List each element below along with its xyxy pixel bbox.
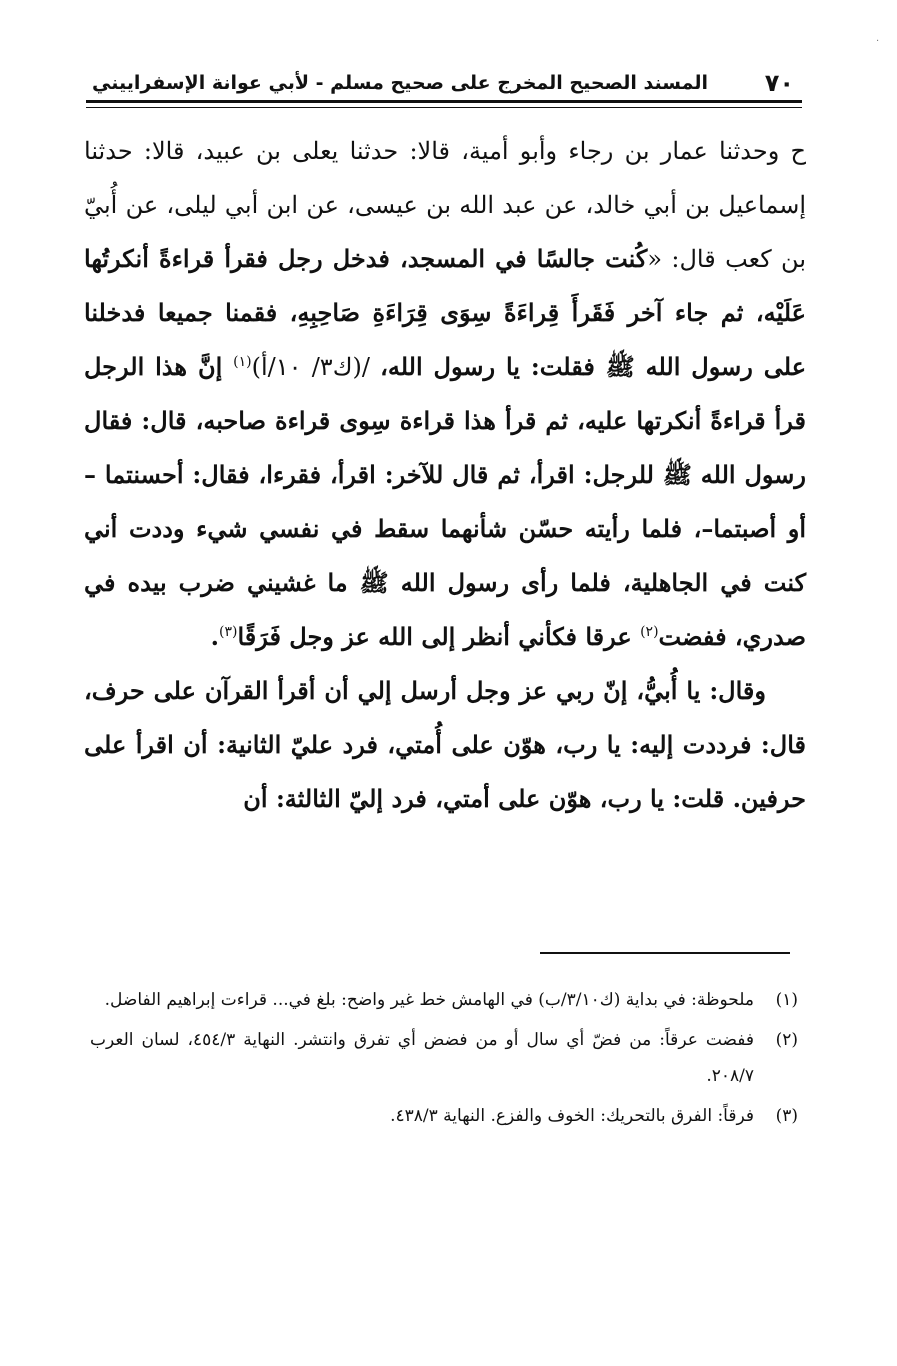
footnote-number: (١) <box>775 990 798 1010</box>
footnote-text: ففضت عرقاً: من فضّ أي سال أو من فضض أي تفرق وانتشر. النهاية ٤٥٤/٣، لسان العرب ٢٠٨/٧. <box>90 1030 754 1086</box>
footnote-separator <box>540 952 790 954</box>
footnotes <box>90 982 798 1138</box>
running-title: المسند الصحيح المخرج على صحيح مسلم - لأبي عوانة الإسفراييني <box>92 72 708 94</box>
hadith-text-part-1: كُنت جالسًا في المسجد، فدخل رجل فقرأ قراءةً أنكرتُها عَلَيْه، ثم جاء آخر فَقَرأَ قِراءَةً سِوَى قِرَاءَةِ صَاحِبِهِ، فقمنا جميعا فدخلنا على رسول الله ﷺ فقلت: يا رسول الله، <box>84 244 807 381</box>
isnad-chain: ح وحدثنا عمار بن رجاء وأبو أمية، قالا: حدثنا يعلى بن عبيد، قالا: حدثنا إسماعيل بن أبي خالد، عن عبد الله بن عيسى، عن ابن أبي ليلى، عن أُبيّ بن كعب قال: « <box>84 137 807 273</box>
hadith-text-part-2: إنَّ هذا الرجل قرأ قراءةً أنكرتها عليه، ثم قرأ هذا قراءة سِوى قراءة صاحبه، قال: فقال رسول الله ﷺ للرجل: اقرأ، ثم قال للآخر: اقرأ، فقرءا، فقال: أحسنتما –أو أصبتما–، فلما رأيته حسّن شأنهما سقط في نفسي شيء وددت أني كنت في الجاهلية، فلما رأى رسول الله ﷺ ما غشيني ضرب بيده في صدري، ففضت <box>84 352 807 651</box>
manuscript-folio-ref: /(ك٣/ ١٠/أ) <box>251 353 381 381</box>
main-text <box>84 124 806 826</box>
footnote-item <box>90 982 798 1018</box>
footnote-item <box>90 1098 798 1134</box>
footnote-ref-2[interactable]: (٢) <box>640 624 659 640</box>
header-rule-thin <box>86 107 802 108</box>
footnote-item <box>90 1022 798 1094</box>
page-number: ٧٠ <box>764 69 794 97</box>
footnote-text: ملحوظة: في بداية (ك٣/١٠/ب) في الهامش خط غير واضح: بلغ في... قراءت إبراهيم الفاضل. <box>104 990 754 1010</box>
hadith-text-part-3: عرقا فكأني أنظر إلى الله عز وجل فَرَقًا <box>237 622 641 651</box>
page-header <box>88 66 800 100</box>
header-rule <box>86 100 802 103</box>
footnote-ref-3[interactable]: (٣) <box>218 624 238 640</box>
footnote-text: فرقاً: الفرق بالتحريك: الخوف والفزع. النهاية ٤٣٨/٣. <box>390 1106 754 1126</box>
paragraph-2 <box>84 664 806 826</box>
paragraph-1-end: . <box>210 622 219 651</box>
footnote-number: (٢) <box>775 1030 798 1050</box>
footnote-number: (٣) <box>775 1106 798 1126</box>
paragraph-1 <box>84 124 806 664</box>
hadith-text-part-4: وقال: يا أُبيُّ، إنّ ربي عز وجل أرسل إلي أن أقرأ القرآن على حرف، قال: فرددت إليه: يا رب، هوّن على أُمتي، فرد عليّ الثانية: أن اقرأ على حرفين. قلت: يا رب، هوّن على أمتي، فرد إليّ الثالثة: أن <box>84 676 806 813</box>
footnote-ref-1[interactable]: (١) <box>233 354 252 370</box>
scan-mark: · <box>876 36 880 47</box>
